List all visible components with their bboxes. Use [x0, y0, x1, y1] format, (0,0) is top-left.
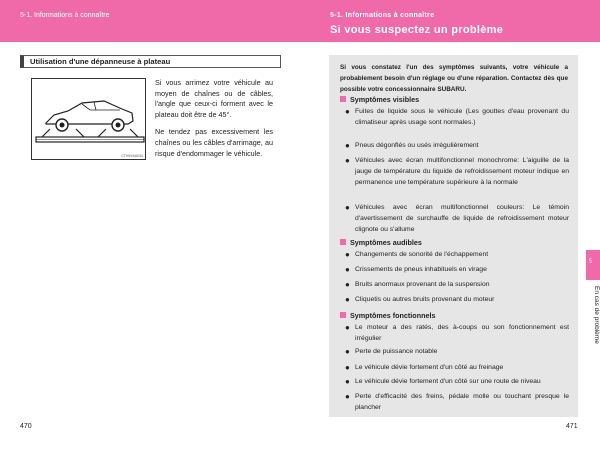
bullet-icon: ● — [345, 295, 350, 304]
bullet-icon: ● — [345, 156, 350, 165]
tow-truck-illustration — [32, 79, 147, 161]
list-item: ● Changements de sonorité de l'échappement — [345, 250, 489, 259]
chapter-label: En cas de problème — [593, 286, 600, 344]
bullet-icon: ● — [345, 377, 350, 386]
right-header-band — [300, 0, 600, 42]
bullet-icon: ● — [345, 265, 350, 274]
bullet-icon: ● — [345, 250, 350, 259]
list-item: ● Cliquetis ou autres bruits provenant du moteur — [345, 295, 495, 304]
chapter-tab — [586, 250, 600, 280]
intro-text: Si vous constatez l'un des symptômes suivants, votre véhicule a probablement besoin d'un réglage ou d'une réparation. Contactez dès que possible votre concessionnaire SUBARU. — [340, 64, 568, 93]
chapter-number: 5 — [589, 259, 593, 265]
section-heading: Symptômes visibles — [340, 95, 419, 105]
bullet-icon: ● — [345, 141, 350, 150]
page-title: Si vous suspectez un problème — [330, 24, 504, 36]
list-item: ● Le véhicule dévie fortement d'un côté sur une route de niveau — [345, 377, 541, 386]
left-section-label: 5-1. Informations à connaître — [20, 12, 110, 19]
bullet-icon: ● — [345, 392, 350, 401]
left-header-band — [0, 0, 300, 42]
bullet-icon: ● — [345, 323, 350, 332]
pink-square-icon — [340, 96, 346, 102]
symptoms-box — [329, 55, 578, 417]
list-item: ● Pneus dégonflés ou usés irrégulièrement — [345, 141, 479, 150]
paragraph: Si vous arrimez votre véhicule au moyen de chaînes ou de câbles, l'angle que ceux-ci forment avec le plateau doit être de 45°. — [155, 78, 273, 119]
list-item: ● Perte de puissance notable — [345, 347, 438, 356]
right-page-number: 471 — [566, 423, 578, 430]
box-title: Utilisation d'une dépanneuse à plateau — [20, 55, 281, 68]
list-item: ● Crissements de pneus inhabituels en virage — [345, 265, 487, 274]
list-item: ● Le véhicule dévie fortement d'un côté au freinage — [345, 363, 504, 372]
paragraph: Ne tendez pas excessivement les chaînes ou les câbles d'arrimage, au risque d'endommager le véhicule. — [155, 127, 273, 158]
section-heading: Symptômes fonctionnels — [340, 311, 435, 321]
bullet-icon: ● — [345, 280, 350, 289]
flatbed-illustration — [31, 78, 146, 160]
left-page-number: 470 — [20, 423, 32, 430]
right-section-label: 5-1. Informations à connaître — [330, 12, 435, 19]
list-item: ● Véhicules avec écran multifonctionnel monochrome: L'aiguille de la jauge de température du liquide de refroidissement moteur indique en permanence une température supérieure à la normale — [345, 156, 569, 186]
bullet-icon: ● — [345, 347, 350, 356]
bullet-icon: ● — [345, 363, 350, 372]
list-item: ● Le moteur a des ratés, des à-coups ou son fonctionnement est irrégulier — [345, 323, 569, 342]
list-item: ● Perte d'efficacité des freins, pédale molle ou touchant presque le plancher — [345, 392, 569, 411]
list-item: ● Bruits anormaux provenant de la suspension — [345, 280, 490, 289]
section-heading: Symptômes audibles — [340, 238, 422, 248]
pink-square-icon — [340, 312, 346, 318]
pink-square-icon — [340, 239, 346, 245]
illustration-code: CTH5YAA034 — [121, 154, 143, 158]
list-item: ● Fuites de liquide sous le véhicule (Les gouttes d'eau provenant du climatiseur après usage sont normales.) — [345, 107, 569, 126]
left-body-text — [155, 78, 273, 166]
list-item: ● Véhicules avec écran multifonctionnel couleurs: Le témoin d'avertissement de surchauffe de liquide de refroidissement moteur clignote ou s'allume — [345, 203, 569, 233]
bullet-icon: ● — [345, 107, 350, 116]
bullet-icon: ● — [345, 203, 350, 212]
